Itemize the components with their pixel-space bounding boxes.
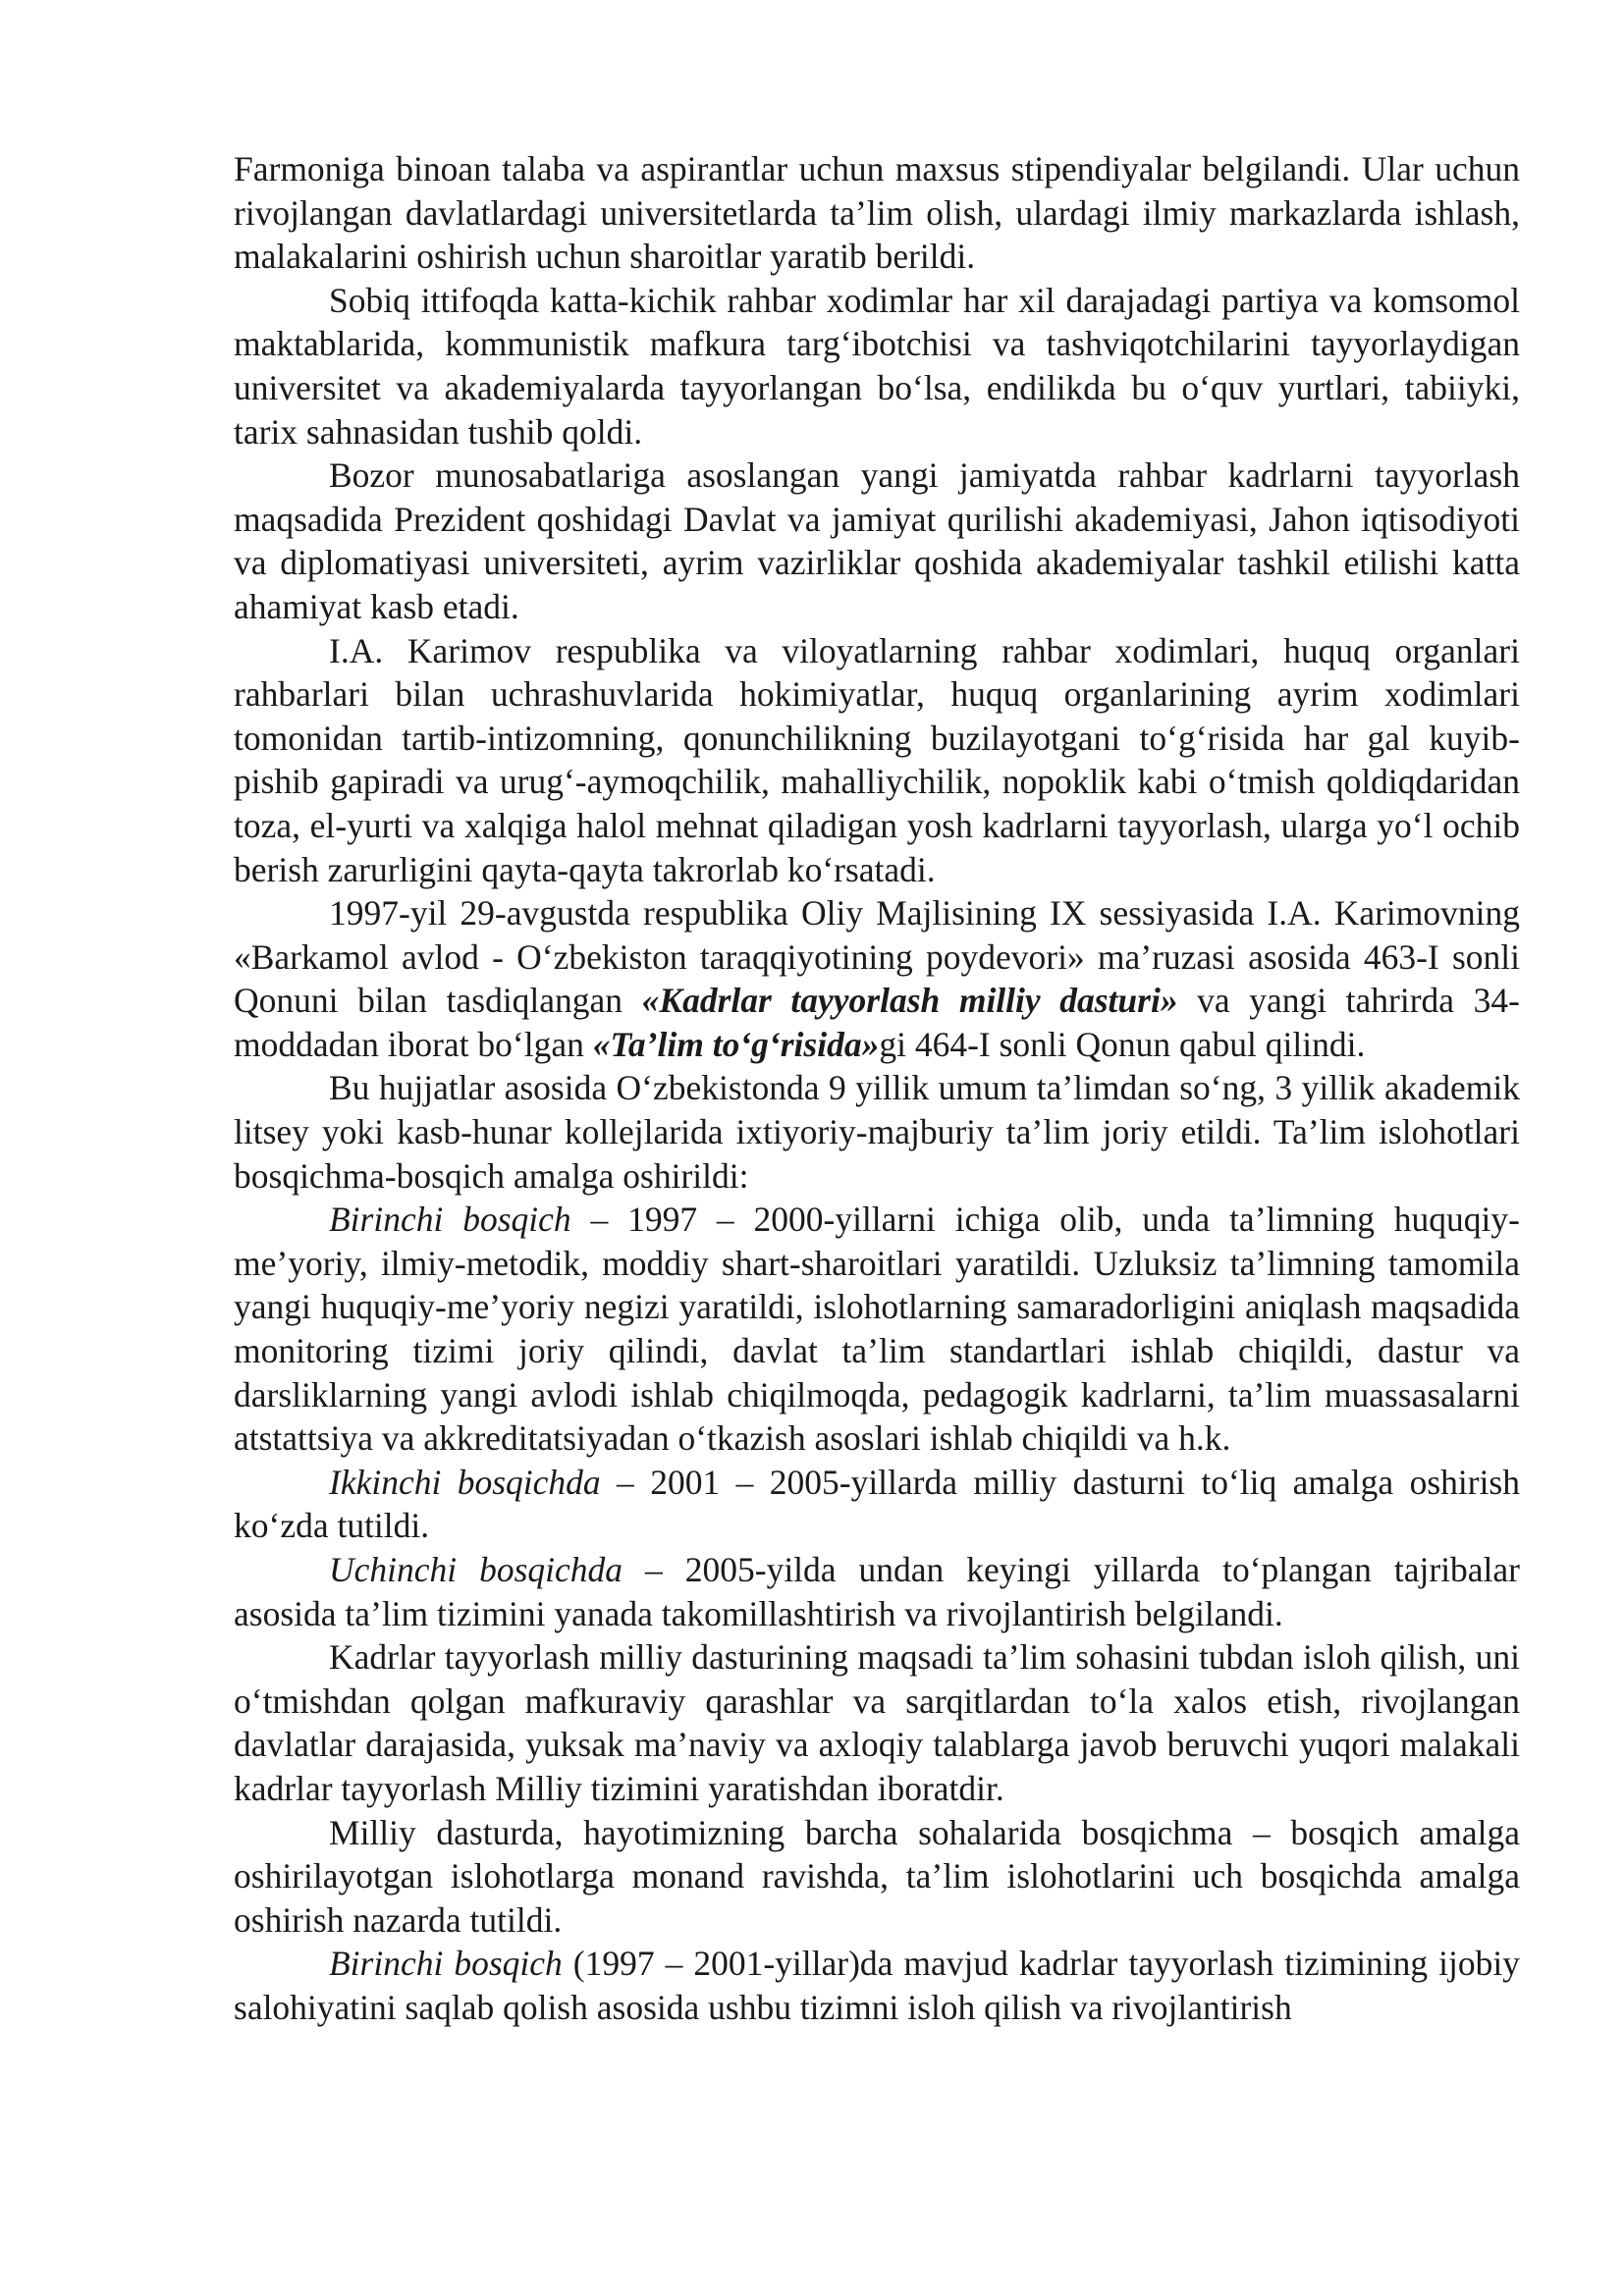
text-run: Sobiq ittifoqda katta-kichik rahbar xodimlar har xil darajadagi partiya va komsomol maktablarida, kommunistik mafkura targ‘ibotchisi va tashviqotchilarini tayyorlaydigan universitet va akademiyalarda tayyorlangan bo‘lsa, endilikda bu o‘quv yurtlari, tabiiyki, tarix sahnasidan tushib qoldi. <box>234 280 1520 452</box>
text-run: 1997-yil 29-avgustda respublika Oliy Majlisining IX sessiyasida I.A. Karimovning «Barkamol avlod - O‘zbekiston taraqqiyotining poydevori» ma’ruzasi asosida 463-I sonli Qonuni bilan tasdiqlangan <box>234 893 1520 1021</box>
text-run: Bu hujjatlar asosida O‘zbekistonda 9 yillik umum ta’limdan so‘ng, 3 yillik akademik litsey yoki kasb-hunar kollejlarida ixtiyoriy-majburiy ta’lim joriy etildi. Ta’lim islohotlari bosqichma-bosqich amalga oshirildi: <box>234 1068 1520 1196</box>
paragraph <box>234 1811 1520 1943</box>
text-run: Kadrlar tayyorlash milliy dasturining maqsadi ta’lim sohasini tubdan isloh qilish, uni o‘tmishdan qolgan mafkuraviy qarashlar va sarqitlardan to‘la xalos etish, rivojlangan davlatlar darajasida, yuksak ma’naviy va axloqiy talablarga javob beruvchi yuqori malakali kadrlar tayyorlash Milliy tizimini yaratishdan iboratdir. <box>234 1637 1520 1808</box>
text-run: Farmoniga binoan talaba va aspirantlar uchun maxsus stipendiyalar belgilandi. Ular uchun rivojlangan davlatlardagi universitetlarda ta’lim olish, ulardagi ilmiy markazlarda ishlash, malakalarini oshirish uchun sharoitlar yaratib berildi. <box>234 149 1520 277</box>
bold-italic-text: «Kadrlar tayyorlash milliy dasturi» <box>641 981 1178 1021</box>
italic-text: Birinchi bosqich <box>329 1944 563 1984</box>
paragraph <box>234 454 1520 628</box>
text-run: – 2005-yilda undan keyingi yillarda to‘plangan tajribalar asosida ta’lim tizimini yanada takomillashtirish va rivojlantirish belgilandi. <box>234 1550 1520 1633</box>
paragraph <box>234 1942 1520 2029</box>
paragraph <box>234 1066 1520 1198</box>
paragraph <box>234 1635 1520 1810</box>
paragraph <box>234 1198 1520 1461</box>
paragraph <box>234 1461 1520 1548</box>
text-run: – 2001 – 2005-yillarda milliy dasturni to‘liq amalga oshirish ko‘zda tutildi. <box>234 1462 1520 1546</box>
italic-text: Uchinchi bosqichda <box>329 1550 623 1589</box>
text-run: gi 464-I sonli Qonun qabul qilindi. <box>879 1024 1366 1064</box>
document-page <box>234 147 1520 2030</box>
text-run: va yangi tahrirda 34-moddadan iborat bo‘lgan <box>234 981 1520 1064</box>
italic-text: Ikkinchi bosqichda <box>329 1462 601 1502</box>
text-run: Milliy dasturda, hayotimizning barcha sohalarida bosqichma – bosqich amalga oshirilayotgan islohotlarga monand ravishda, ta’lim islohotlarini uch bosqichda amalga oshirish nazarda tutildi. <box>234 1812 1520 1940</box>
bold-italic-text: «Ta’lim to‘g‘risida» <box>592 1024 880 1064</box>
paragraph <box>234 147 1520 279</box>
paragraph <box>234 279 1520 454</box>
text-run: – 1997 – 2000-yillarni ichiga olib, unda ta’limning huquqiy-me’yoriy, ilmiy-metodik, moddiy shart-sharoitlari yaratildi. Uzluksiz ta’limning tamomila yangi huquqiy-me’yoriy negizi yaratildi, islohotlarning samaradorligini aniqlash maqsadida monitoring tizimi joriy qilindi, davlat ta’lim standartlari ishlab chiqildi, dastur va darsliklarning yangi avlodi ishlab chiqilmoqda, pedagogik kadrlarni, ta’lim muassasalarni atstattsiya va akkreditatsiyadan o‘tkazish asoslari ishlab chiqildi va h.k. <box>234 1200 1520 1459</box>
text-run: I.A. Karimov respublika va viloyatlarning rahbar xodimlari, huquq organlari rahbarlari bilan uchrashuvlarida hokimiyatlar, huquq organlarining ayrim xodimlari tomonidan tartib-intizomning, qonunchilikning buzilayotgani to‘g‘risida har gal kuyib-pishib gapiradi va urug‘-aymoqchilik, mahalliychilik, nopoklik kabi o‘tmish qoldiqdaridan toza, el-yurti va xalqiga halol mehnat qiladigan yosh kadrlarni tayyorlash, ularga yo‘l ochib berish zarurligini qayta-qayta takrorlab ko‘rsatadi. <box>234 630 1520 889</box>
paragraph <box>234 891 1520 1066</box>
paragraph <box>234 1548 1520 1635</box>
text-run: (1997 – 2001-yillar)da mavjud kadrlar tayyorlash tizimining ijobiy salohiyatini saqlab qolish asosida ushbu tizimni isloh qilish va rivojlantirish <box>234 1944 1521 2027</box>
paragraph <box>234 629 1520 892</box>
italic-text: Birinchi bosqich <box>329 1200 571 1240</box>
text-run: Bozor munosabatlariga asoslangan yangi jamiyatda rahbar kadrlarni tayyorlash maqsadida Prezident qoshidagi Davlat va jamiyat qurilishi akademiyasi, Jahon iqtisodiyoti va diplomatiyasi universiteti, ayrim vazirliklar qoshida akademiyalar tashkil etilishi katta ahamiyat kasb etadi. <box>234 455 1520 626</box>
